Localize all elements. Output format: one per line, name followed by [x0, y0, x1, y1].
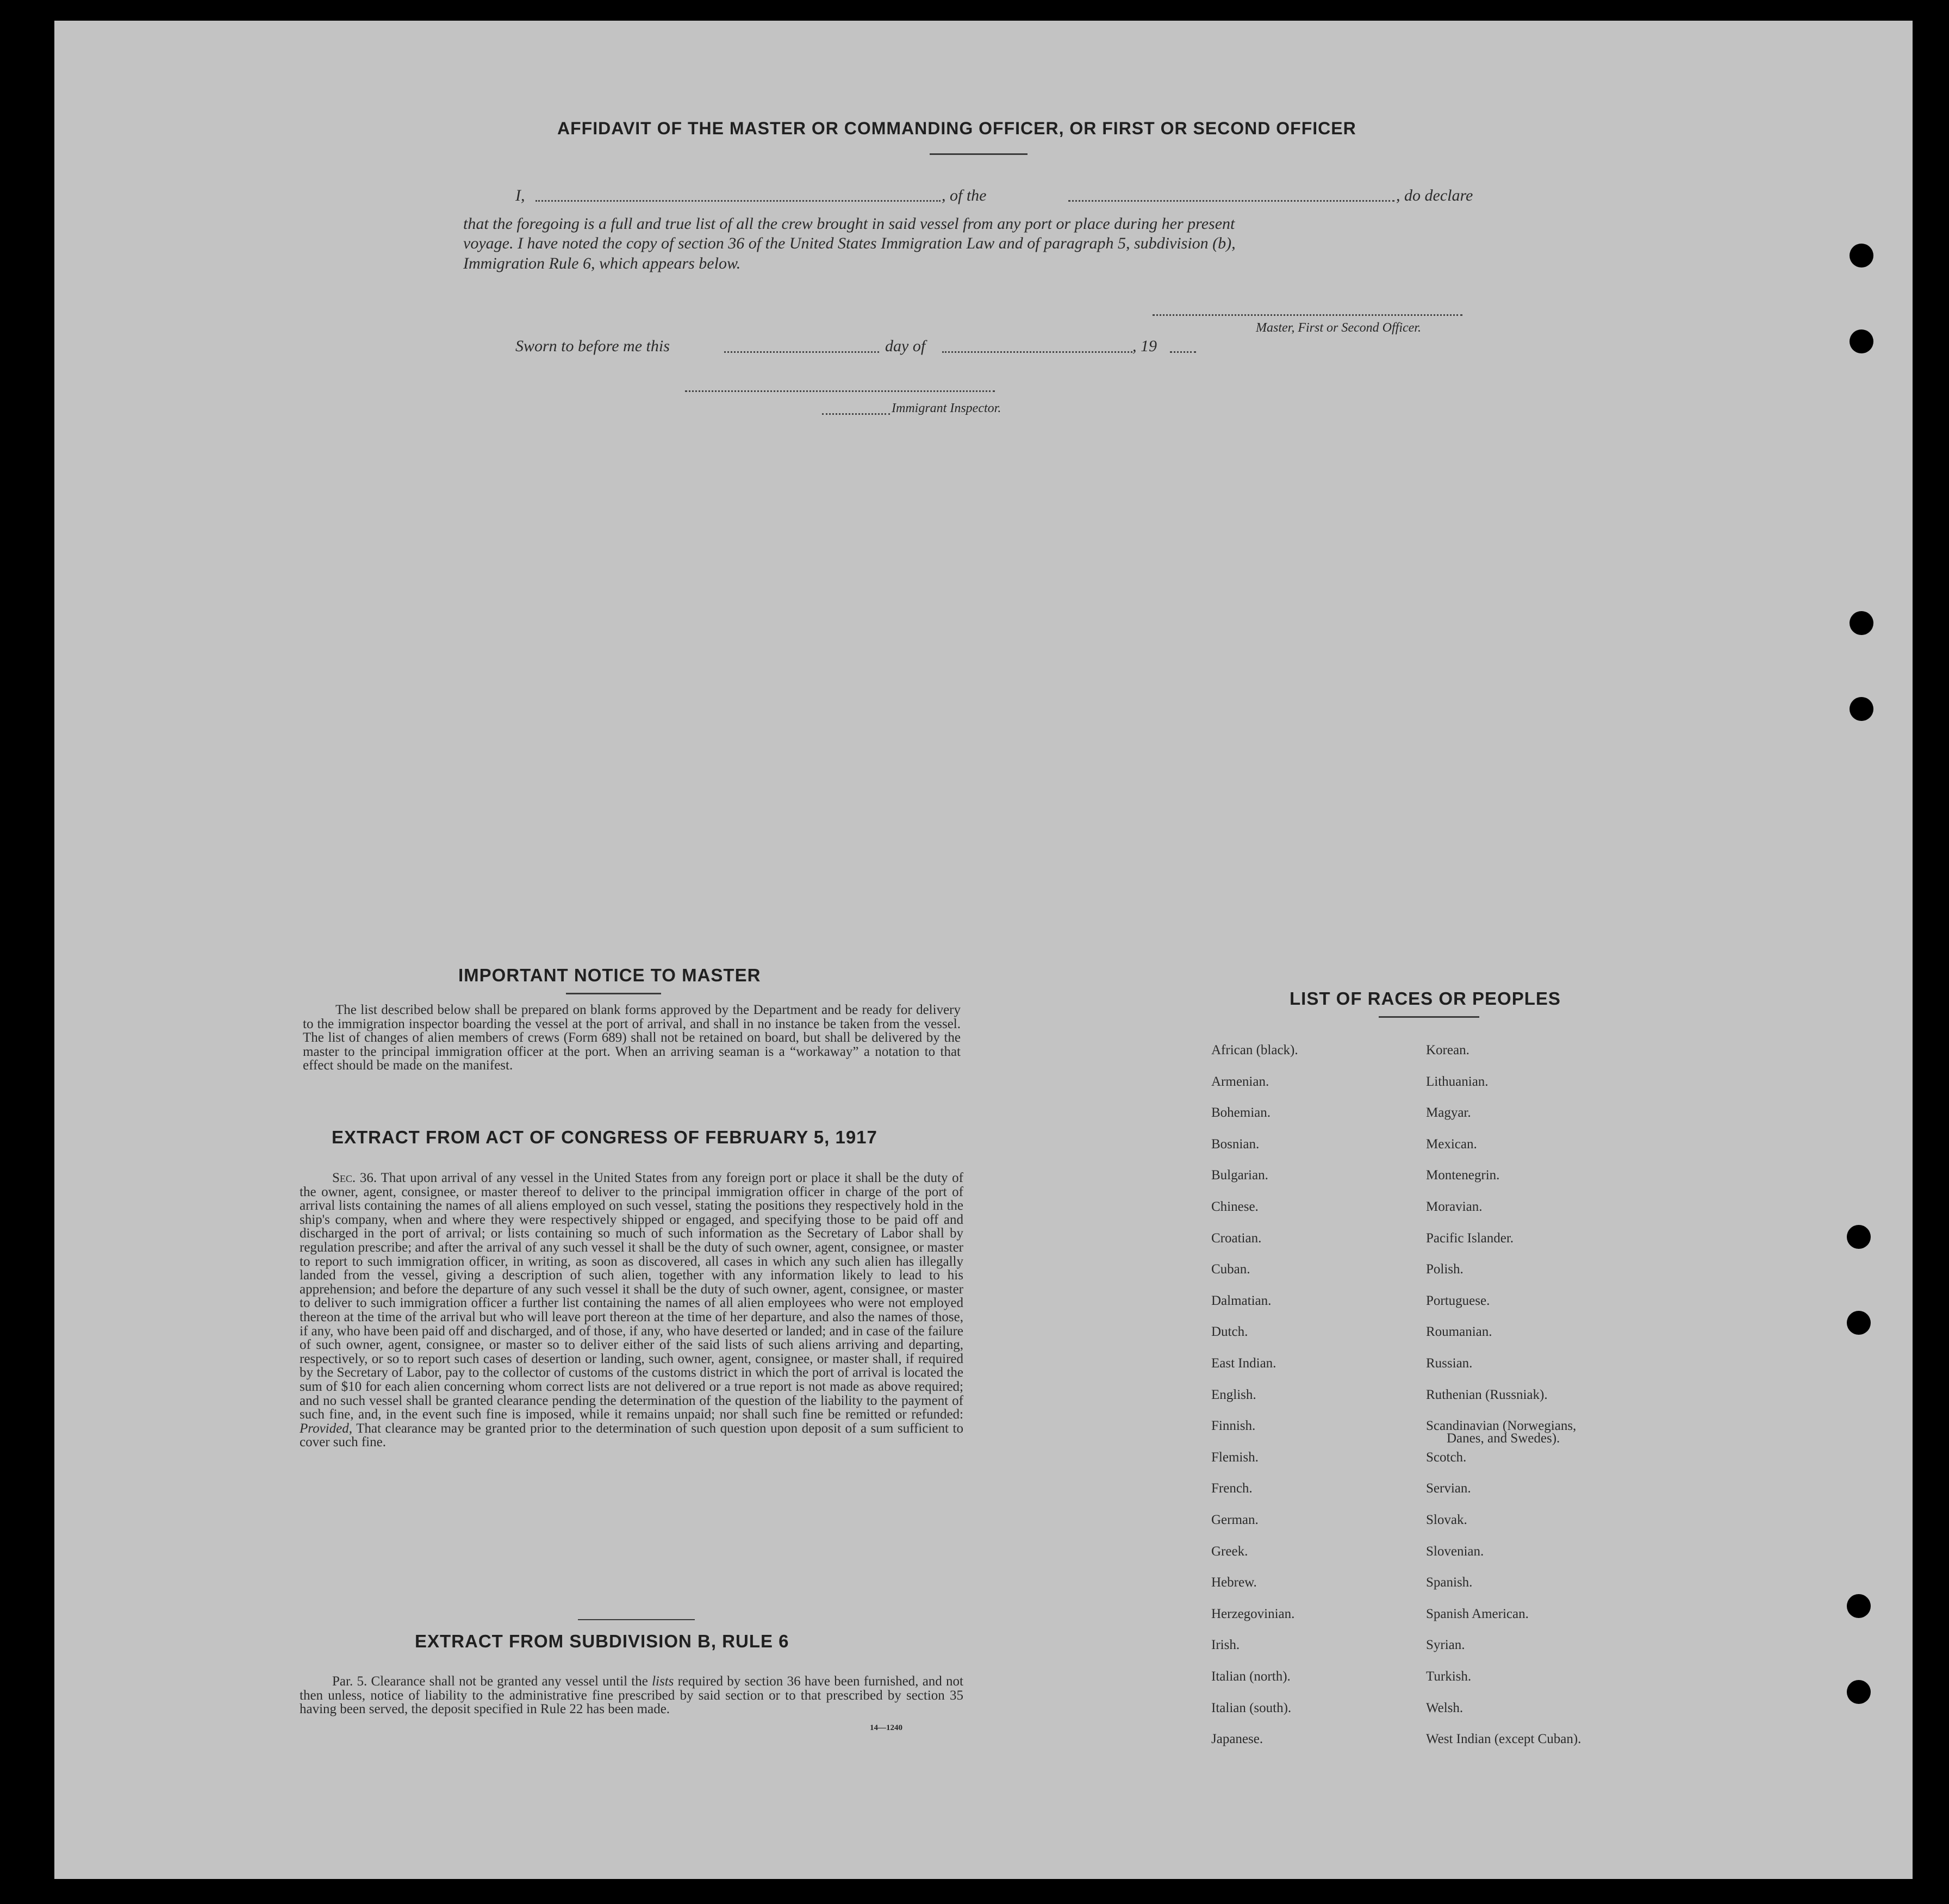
race-item: Italian (south).: [1211, 1701, 1292, 1715]
race-item: Danes, and Swedes).: [1447, 1431, 1560, 1446]
race-item: Polish.: [1426, 1262, 1464, 1277]
race-item: Herzegovinian.: [1211, 1607, 1295, 1621]
extract-rule-body: [300, 1675, 963, 1716]
race-item: English.: [1211, 1387, 1256, 1402]
binder-hole: [1847, 1311, 1871, 1335]
affidavit-of-the-label: , of the: [942, 186, 987, 204]
race-item: Moravian.: [1426, 1199, 1483, 1214]
race-item: Hebrew.: [1211, 1575, 1257, 1590]
race-item: Montenegrin.: [1426, 1168, 1500, 1183]
notice-title: IMPORTANT NOTICE TO MASTER: [458, 965, 761, 985]
race-item: Slovak.: [1426, 1513, 1467, 1527]
race-item: Syrian.: [1426, 1638, 1465, 1652]
binder-hole: [1847, 1680, 1871, 1704]
binder-hole: [1847, 1594, 1871, 1618]
race-item: Flemish.: [1211, 1450, 1259, 1465]
race-item: East Indian.: [1211, 1356, 1276, 1371]
master-signature-field[interactable]: [1153, 314, 1462, 316]
race-item: Bosnian.: [1211, 1137, 1260, 1152]
affidavit-line-2: that the foregoing is a full and true list of all the crew brought in said vessel from any port or place during her present: [463, 215, 1235, 233]
binder-hole: [1850, 611, 1873, 635]
provided-word: Provided,: [300, 1421, 352, 1436]
sworn-year-field[interactable]: [1170, 351, 1196, 353]
race-item: Japanese.: [1211, 1732, 1263, 1746]
sworn-day-field[interactable]: [724, 351, 879, 353]
race-item: Mexican.: [1426, 1137, 1477, 1152]
binder-hole: [1850, 697, 1873, 721]
binder-hole: [1847, 1225, 1871, 1249]
sworn-year-label: , 19: [1132, 337, 1157, 355]
races-column-1: [1211, 1043, 1407, 1777]
race-item: Russian.: [1426, 1356, 1473, 1371]
inspector-signature-caption: Immigrant Inspector.: [892, 401, 1001, 415]
extract-rule-text-b: required by section 36 have been furnished, and not then unless, notice of liability to the administrative fine prescribed by said section or to that prescribed by section 35 having been served, the deposit specified in Rule 22 has been made.: [300, 1674, 964, 1717]
binder-hole: [1850, 329, 1873, 353]
race-item: Roumanian.: [1426, 1324, 1492, 1339]
race-item: Croatian.: [1211, 1231, 1262, 1246]
race-item: Turkish.: [1426, 1669, 1472, 1684]
race-item: Slovenian.: [1426, 1544, 1484, 1559]
extract-act-tail: That clearance may be granted prior to the determination of such question upon deposit of a sum sufficient to cover such fine.: [300, 1421, 963, 1450]
races-title: LIST OF RACES OR PEOPLES: [1290, 988, 1561, 1009]
affidavit-title: AFFIDAVIT OF THE MASTER OR COMMANDING OFFICER, OR FIRST OR SECOND OFFICER: [557, 119, 1356, 138]
race-item: African (black).: [1211, 1043, 1298, 1057]
affidavit-line-4: Immigration Rule 6, which appears below.: [463, 254, 741, 272]
extract-act-body: [300, 1171, 963, 1449]
race-item: Bulgarian.: [1211, 1168, 1268, 1183]
race-item: Korean.: [1426, 1043, 1469, 1057]
race-item: West Indian (except Cuban).: [1426, 1732, 1581, 1746]
binder-hole: [1850, 244, 1873, 267]
race-item: Italian (north).: [1211, 1669, 1291, 1684]
extract-rule-title: EXTRACT FROM SUBDIVISION B, RULE 6: [415, 1631, 789, 1651]
race-item: Cuban.: [1211, 1262, 1250, 1277]
race-item: Dutch.: [1211, 1324, 1248, 1339]
notice-text: The list described below shall be prepared on blank forms approved by the Department and be ready for delivery to the immigration inspector boarding the vessel at the port of arrival, and shall in no instance be taken from the vessel. The list of changes of alien members of crews (Form 689) shall not be retained on board, but shall be delivered by the master to the principal immigration officer at the port. When an arriving seaman is a “workaway” a notation to that effect should be made on the manifest.: [303, 1003, 961, 1073]
inspector-signature-field[interactable]: [685, 390, 995, 392]
race-item: Irish.: [1211, 1638, 1240, 1652]
sworn-month-field[interactable]: [942, 351, 1132, 353]
race-item: German.: [1211, 1513, 1259, 1527]
extract-act-end-rule: [578, 1619, 695, 1620]
race-item: Spanish American.: [1426, 1607, 1529, 1621]
race-item: Spanish.: [1426, 1575, 1473, 1590]
race-item: Pacific Islander.: [1426, 1231, 1514, 1246]
race-item: Scotch.: [1426, 1450, 1467, 1465]
notice-title-rule: [566, 993, 661, 994]
extract-rule-text: Par. 5. Clearance shall not be granted any vessel until the: [332, 1674, 652, 1689]
notice-body: [303, 1003, 961, 1073]
race-item: Dalmatian.: [1211, 1293, 1272, 1308]
sworn-prefix-label: Sworn to before me this: [515, 337, 670, 355]
inspector-signature-lead: [822, 413, 890, 415]
race-item: Welsh.: [1426, 1701, 1464, 1715]
race-item: Ruthenian (Russniak).: [1426, 1387, 1548, 1402]
race-item: French.: [1211, 1481, 1253, 1496]
race-item: Bohemian.: [1211, 1105, 1271, 1120]
sworn-day-of-label: day of: [885, 337, 926, 355]
race-item: Magyar.: [1426, 1105, 1471, 1120]
races-title-rule: [1379, 1016, 1479, 1018]
master-signature-caption: Master, First or Second Officer.: [1256, 321, 1421, 335]
affidavit-i-label: I,: [515, 186, 525, 204]
section-label: Sec. 36.: [332, 1171, 377, 1185]
extract-act-title: EXTRACT FROM ACT OF CONGRESS OF FEBRUARY 5, 1917: [332, 1127, 877, 1147]
races-column-2: [1426, 1043, 1698, 1777]
affidavit-line-3: voyage. I have noted the copy of section 36 of the United States Immigration Law and of paragraph 5, subdivision (b),: [463, 234, 1236, 252]
affidavit-title-rule: [930, 153, 1028, 155]
race-item: Scandinavian (Norwegians,: [1426, 1418, 1577, 1433]
race-item: Chinese.: [1211, 1199, 1259, 1214]
race-item: Lithuanian.: [1426, 1074, 1489, 1089]
lists-word: lists: [652, 1674, 674, 1689]
vessel-name-field[interactable]: [1068, 200, 1394, 202]
race-item: Servian.: [1426, 1481, 1471, 1496]
declarant-name-field[interactable]: [535, 200, 941, 202]
document-page: [54, 21, 1913, 1879]
affidavit-do-declare-label: , do declare: [1396, 186, 1473, 204]
extract-act-text: That upon arrival of any vessel in the United States from any foreign port or place it shall be the duty of the owner, agent, consignee, or master thereof to deliver to the principal immigration officer in charge of the port of arrival lists containing the names of all aliens employed on such vessel, stating the positions they respectively hold in the ship's company, when and where they were respectively shipped or engaged, and specifying those to be paid off and discharged in the port of arrival; or lists containing so much of such information as the Secretary of Labor shall by regulation prescribe; and after the arrival of any such vessel it shall be the duty of such owner, agent, consignee, or master to report to such immigration officer, in writing, as soon as discovered, all cases in which any such alien has illegally landed from the vessel, giving a description of such alien, together with any information likely to lead to his apprehension; and before the departure of any such vessel it shall be the duty of such owner, agent, consignee, or master to deliver to such immigration officer a further list containing the names of all alien employees who were not employed thereon at the time of the arrival but who will leave port thereon at the time of her departure, and also the names of those, if any, who have been paid off and discharged, and of those, if any, who have deserted or landed; and in case of the failure of such owner, agent, consignee, or master so to deliver either of the said lists of such aliens arriving and departing, respectively, or so to report such cases of desertion or landing, such owner, agent, consignee, or master shall, if required by the Secretary of Labor, pay to the collector of customs of the customs district in which the port of arrival is located the sum of $10 for each alien concerning whom correct lists are not delivered or a true report is not made as above required; and no such vessel shall be granted clearance pending the determination of the question of the liability to the payment of such fine, and, in the event such fine is imposed, while it remains unpaid; nor shall such fine be remitted or refunded:: [300, 1171, 963, 1422]
race-item: Greek.: [1211, 1544, 1248, 1559]
race-item: Portuguese.: [1426, 1293, 1490, 1308]
race-item: Finnish.: [1211, 1418, 1256, 1433]
form-number: 14—1240: [870, 1723, 902, 1732]
race-item: Armenian.: [1211, 1074, 1269, 1089]
